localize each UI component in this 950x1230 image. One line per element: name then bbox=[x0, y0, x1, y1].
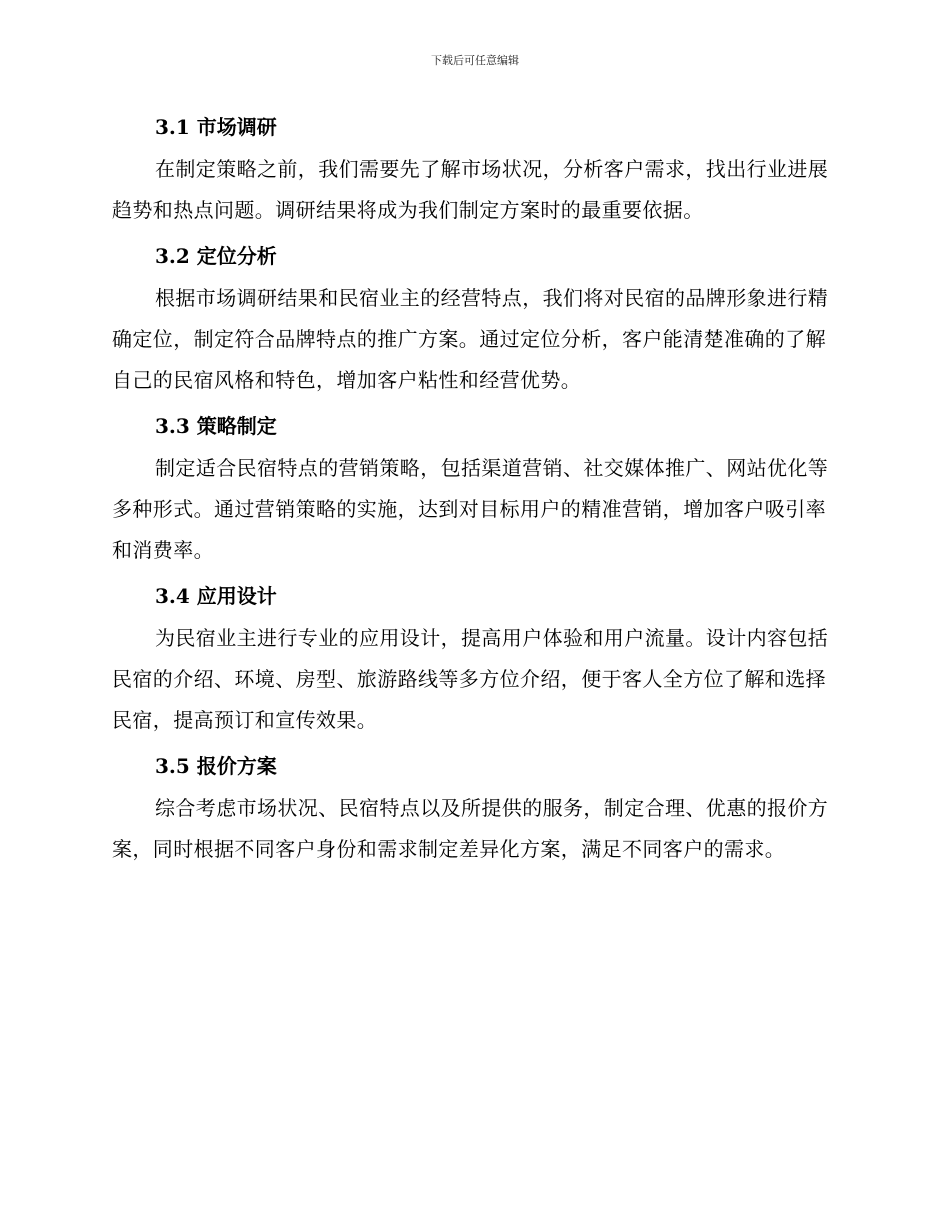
section-quotation-plan bbox=[112, 749, 832, 870]
section-heading: 3.2 定位分析 bbox=[155, 244, 277, 268]
section-heading: 3.4 应用设计 bbox=[155, 584, 277, 608]
section-paragraph: 在制定策略之前，我们需要先了解市场状况，分析客户需求，找出行业进展趋势和热点问题。调研结果将成为我们制定方案时的最重要依据。 bbox=[112, 157, 829, 222]
section-heading: 3.1 市场调研 bbox=[155, 115, 277, 139]
document-body bbox=[112, 110, 832, 870]
section-paragraph: 为民宿业主进行专业的应用设计，提高用户体验和用户流量。设计内容包括民宿的介绍、环境、房型、旅游路线等多方位介绍，便于客人全方位了解和选择民宿，提高预订和宣传效果。 bbox=[112, 626, 829, 732]
section-strategy-formulation bbox=[112, 409, 832, 571]
section-paragraph: 制定适合民宿特点的营销策略，包括渠道营销、社交媒体推广、网站优化等多种形式。通过营销策略的实施，达到对目标用户的精准营销，增加客户吸引率和消费率。 bbox=[112, 456, 829, 562]
section-positioning-analysis bbox=[112, 239, 832, 401]
section-application-design bbox=[112, 579, 832, 741]
section-paragraph: 根据市场调研结果和民宿业主的经营特点，我们将对民宿的品牌形象进行精确定位，制定符合品牌特点的推广方案。通过定位分析，客户能清楚准确的了解自己的民宿风格和特色，增加客户粘性和经营优势。 bbox=[112, 286, 829, 392]
section-paragraph: 综合考虑市场状况、民宿特点以及所提供的服务，制定合理、优惠的报价方案，同时根据不同客户身份和需求制定差异化方案，满足不同客户的需求。 bbox=[112, 796, 829, 861]
section-market-research bbox=[112, 110, 832, 231]
section-heading: 3.5 报价方案 bbox=[155, 754, 277, 778]
section-heading: 3.3 策略制定 bbox=[155, 414, 277, 438]
page-header-note: 下载后可任意编辑 bbox=[431, 54, 519, 67]
